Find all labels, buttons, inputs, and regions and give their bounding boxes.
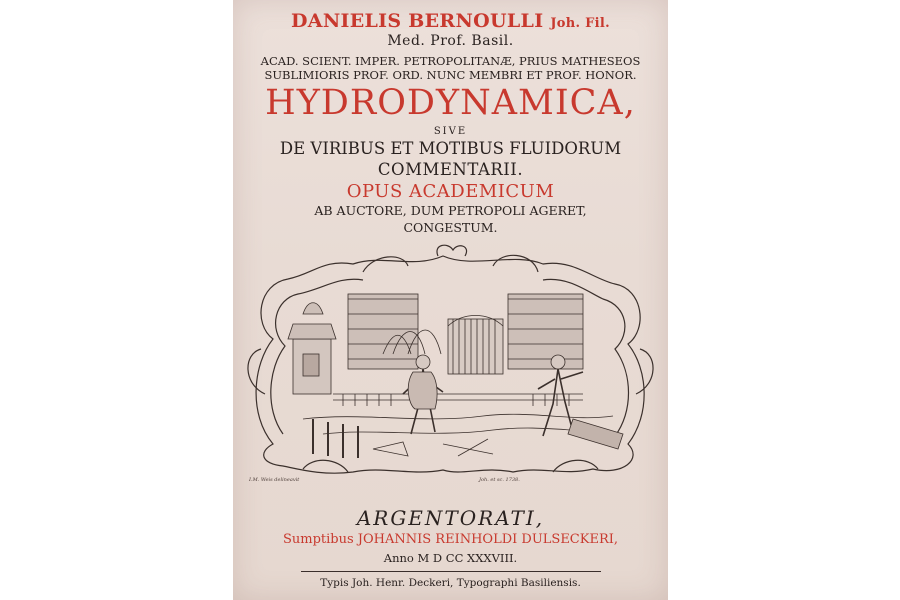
- sive-word: SIVE: [433, 126, 468, 137]
- engraving-credit-left: I.M. Weis delineavit: [249, 477, 300, 483]
- academy-line-2: SUBLIMIORIS PROF. ORD. NUNC MEMBRI ET PROF. HONOR.: [264, 68, 637, 82]
- author-profession: Med. Prof. Basil.: [387, 33, 514, 49]
- by-author-line-1: AB AUCTORE, DUM PETROPOLI AGERET,: [314, 203, 587, 218]
- title-page: [233, 0, 668, 600]
- opus-academicum: OPUS ACADEMICUM: [346, 181, 555, 202]
- engraving-illustration: [243, 244, 658, 479]
- academy-line-1: ACAD. SCIENT. IMPER. PETROPOLITANÆ, PRIUS MATHESEOS: [260, 54, 641, 68]
- printer-line: Typis Joh. Henr. Deckeri, Typographi Basiliensis.: [320, 577, 581, 589]
- subtitle-line-2: COMMENTARII.: [377, 160, 524, 179]
- place-of-publication: ARGENTORATI,: [356, 506, 545, 530]
- subtitle-line-1: DE VIRIBUS ET MOTIBUS FLUIDORUM: [279, 139, 622, 158]
- author-suffix: Joh. Fil.: [550, 16, 610, 31]
- author-name: DANIELIS BERNOULLI: [291, 10, 544, 32]
- by-author-line-2: CONGESTUM.: [403, 220, 498, 235]
- year-line: Anno M D CC XXXVIII.: [383, 551, 518, 565]
- book-title: HYDRODYNAMICA,: [265, 83, 636, 123]
- author-line: [233, 12, 668, 31]
- engraving-credit-right: Joh. et sc. 1738.: [479, 477, 520, 483]
- publisher-line: Sumptibus JOHANNIS REINHOLDI DULSECKERI,: [282, 532, 619, 547]
- divider-rule: [301, 571, 601, 572]
